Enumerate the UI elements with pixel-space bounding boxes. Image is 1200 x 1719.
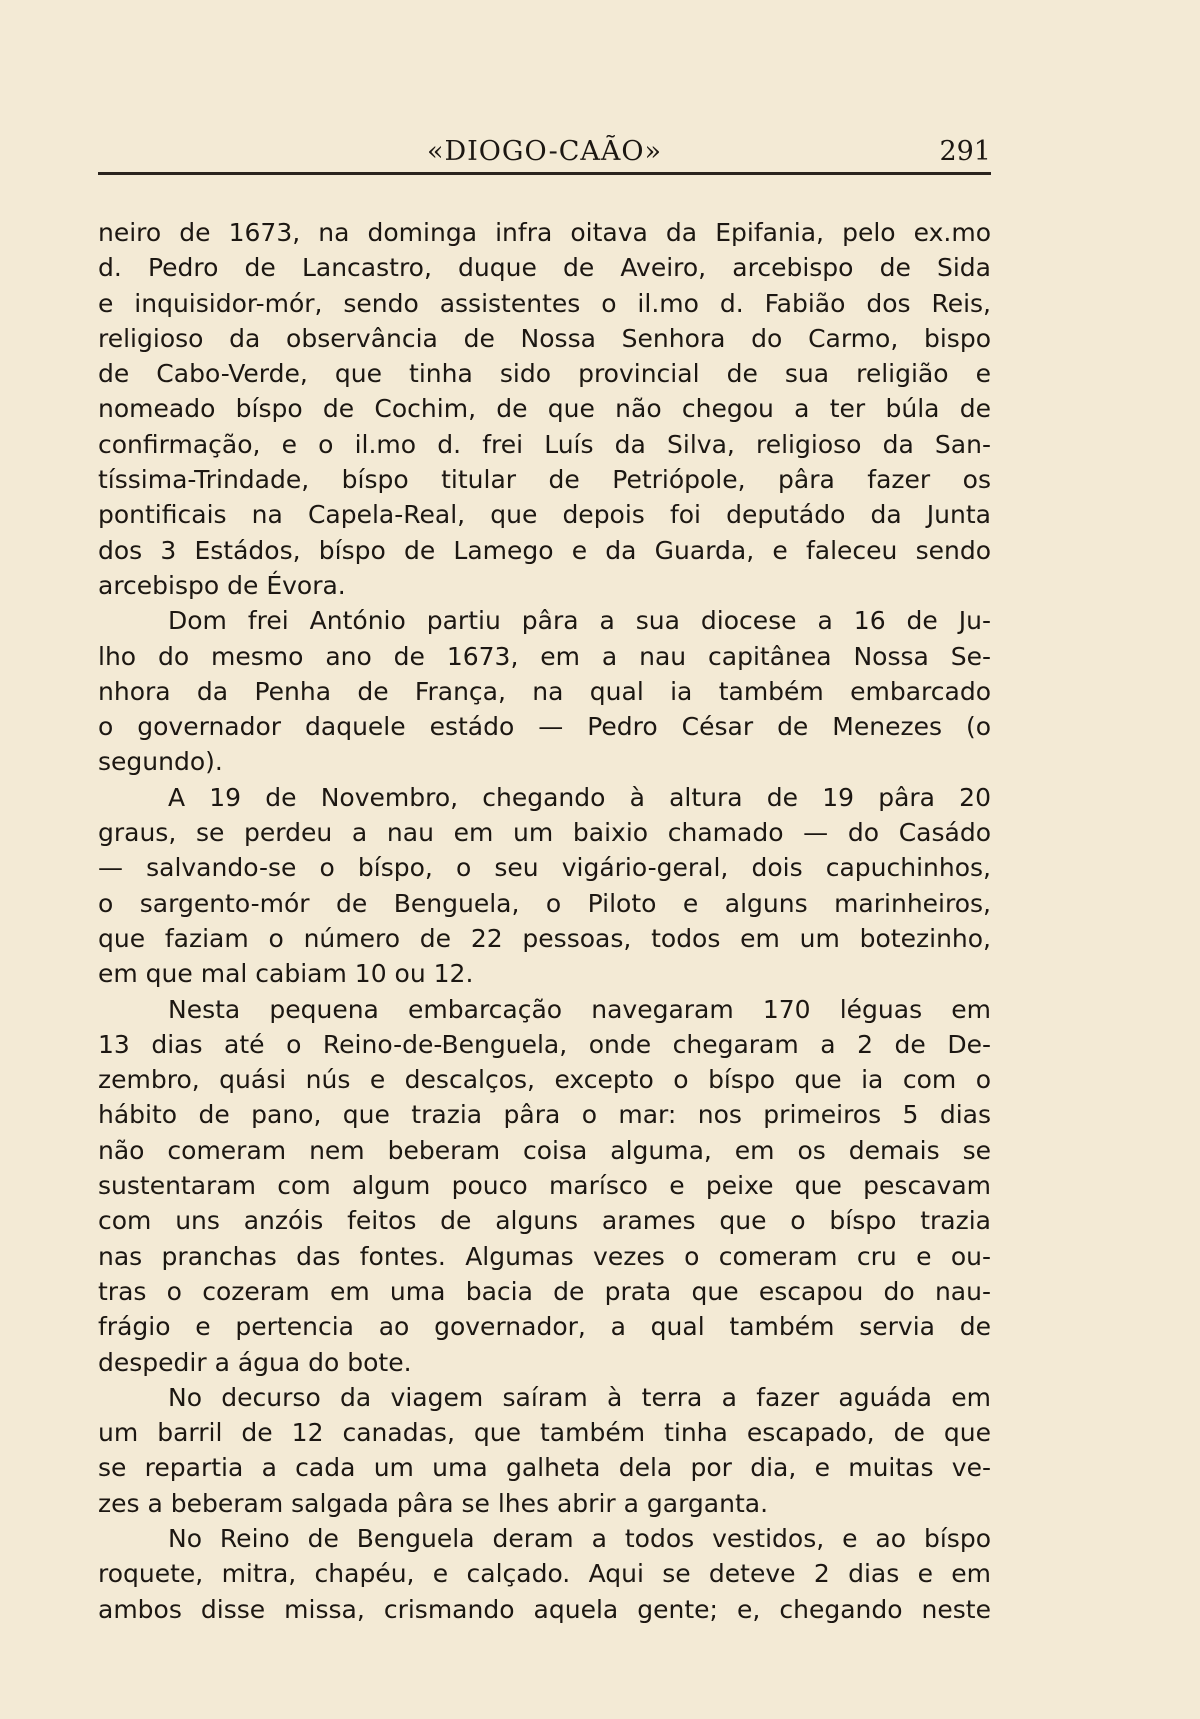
text-line: nomeado bíspo de Cochim, de que não chegou a ter búla de (98, 394, 991, 424)
text-line: se repartia a cada um uma galheta dela por dia, e muitas ve- (98, 1453, 991, 1483)
text-line: No decurso da viagem saíram à terra a fazer aguáda em (168, 1382, 991, 1412)
text-line: — salvando-se o bíspo, o seu vigário-geral, dois capuchinhos, (98, 853, 991, 883)
text-line: zembro, quási nús e descalços, excepto o bíspo que ia com o (98, 1065, 991, 1095)
text-line: ambos disse missa, crismando aquela gente; e, chegando neste (98, 1594, 991, 1624)
text-line: e inquisidor-mór, sendo assistentes o il.mo d. Fabião dos Reis, (98, 288, 991, 318)
text-line: com uns anzóis feitos de alguns arames que o bíspo trazia (98, 1206, 991, 1236)
text-line: lho do mesmo ano de 1673, em a nau capitânea Nossa Se- (98, 641, 991, 671)
text-line: em que mal cabiam 10 ou 12. (98, 959, 474, 989)
running-head (98, 132, 991, 175)
text-line: um barril de 12 canadas, que também tinha escapado, de que (98, 1418, 991, 1448)
text-line: confirmação, e o il.mo d. frei Luís da Silva, religioso da San- (98, 429, 991, 459)
text-line: Nesta pequena embarcação navegaram 170 léguas em (168, 994, 991, 1024)
text-line: que faziam o número de 22 pessoas, todos em um botezinho, (98, 923, 991, 953)
text-line: despedir a água do bote. (98, 1347, 412, 1377)
text-line: zes a beberam salgada pâra se lhes abrir a garganta. (98, 1488, 769, 1518)
text-line: Dom frei António partiu pâra a sua diocese a 16 de Ju- (168, 606, 991, 636)
text-line: tíssima-Trindade, bíspo titular de Petriópole, pâra fazer os (98, 465, 991, 495)
text-line: neiro de 1673, na dominga infra oitava da Epifania, pelo ex.mo (98, 218, 991, 247)
body-text (98, 215, 991, 1627)
text-line: No Reino de Benguela deram a todos vestidos, e ao bíspo (168, 1523, 991, 1553)
text-line: de Cabo-Verde, que tinha sido provincial de sua religião e (98, 359, 991, 389)
text-line: sustentaram com algum pouco marísco e peixe que pescavam (98, 1171, 991, 1201)
text-line: hábito de pano, que trazia pâra o mar: nos primeiros 5 dias (98, 1100, 991, 1130)
running-title: «DIOGO-CAÃO» (426, 136, 663, 167)
text-line: o governador daquele estádo — Pedro César de Menezes (o (98, 712, 991, 742)
page-number: 291 (939, 136, 991, 167)
text-line: nhora da Penha de França, na qual ia também embarcado (98, 676, 991, 706)
text-line: d. Pedro de Lancastro, duque de Aveiro, arcebispo de Sida (98, 253, 991, 283)
text-line: segundo). (98, 747, 223, 777)
text-line: o sargento-mór de Benguela, o Piloto e alguns marinheiros, (98, 888, 991, 918)
text-line: tras o cozeram em uma bacia de prata que escapou do nau- (98, 1276, 991, 1306)
text-line: arcebispo de Évora. (98, 570, 346, 600)
text-line: pontificais na Capela-Real, que depois foi deputádo da Junta (98, 500, 991, 530)
text-line: nas pranchas das fontes. Algumas vezes o comeram cru e ou- (98, 1241, 991, 1271)
text-line: não comeram nem beberam coisa alguma, em os demais se (98, 1135, 991, 1165)
text-line: frágio e pertencia ao governador, a qual também servia de (98, 1312, 991, 1342)
text-line: A 19 de Novembro, chegando à altura de 19 pâra 20 (168, 782, 991, 812)
text-line: dos 3 Estádos, bíspo de Lamego e da Guarda, e faleceu sendo (98, 535, 991, 565)
text-line: religioso da observância de Nossa Senhora do Carmo, bispo (98, 323, 991, 353)
text-line: 13 dias até o Reino-de-Benguela, onde chegaram a 2 de De- (98, 1029, 991, 1059)
text-line: graus, se perdeu a nau em um baixio chamado — do Casádo (98, 818, 991, 848)
text-line: roquete, mitra, chapéu, e calçado. Aqui se deteve 2 dias e em (98, 1559, 991, 1589)
